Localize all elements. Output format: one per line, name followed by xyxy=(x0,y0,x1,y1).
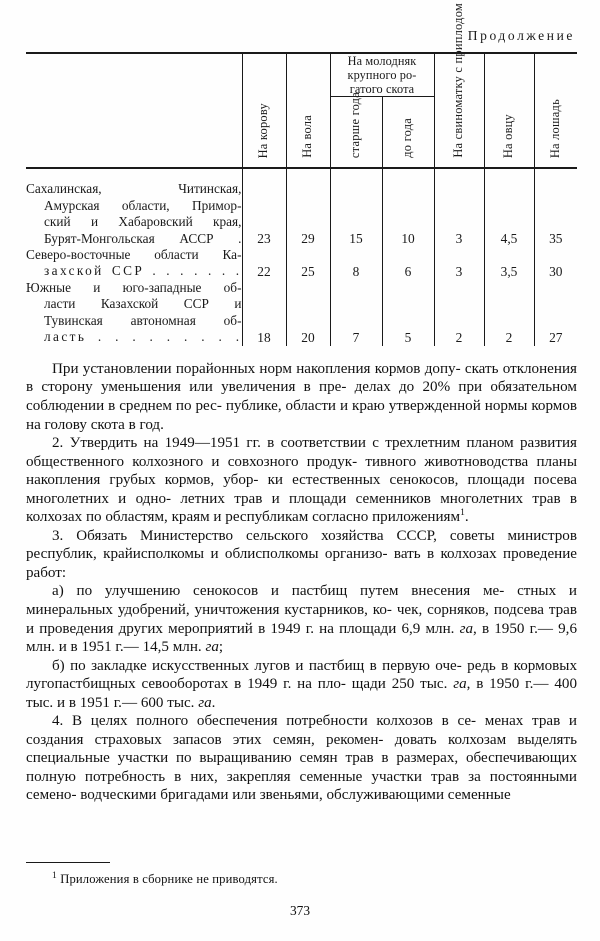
region-line: Южные и юго-западные об- xyxy=(26,279,242,295)
paragraph-item-3b xyxy=(26,657,577,713)
cell-under-year: 10 xyxy=(382,168,434,247)
page-number: 373 xyxy=(289,903,311,918)
header-label-sheep: На овцу xyxy=(501,113,516,159)
region-line: захской ССР . . . . . . . xyxy=(44,263,242,279)
cell-sow: 3 xyxy=(434,247,484,280)
cell-over-year: 7 xyxy=(330,280,382,346)
cell-cow: 23 xyxy=(242,168,286,247)
cell-under-year: 6 xyxy=(382,247,434,280)
line: летних трав и площади семенников многолетних трав в колхозах xyxy=(26,490,578,526)
header-label-under-year: до года xyxy=(400,118,415,159)
line: довать колхозам выделять специальные участки по выращиванию xyxy=(26,731,577,767)
cell-sow: 3 xyxy=(434,168,484,247)
header-label-horse: На лошадь xyxy=(547,98,562,159)
cell-horse: 27 xyxy=(534,280,577,346)
line: а) по улучшению сенокосов и пастбищ путем внесения ме- xyxy=(52,583,505,600)
line: вать в колхозах проведение работ: xyxy=(26,546,577,581)
cell-sheep: 4,5 xyxy=(484,168,534,247)
footnote-zone xyxy=(26,862,577,887)
table-group-header-row xyxy=(26,53,577,97)
cell-ox: 25 xyxy=(286,247,330,280)
line: них, закрепляя семенные участки трав за постоянными семено- xyxy=(26,768,577,804)
header-cell-sheep xyxy=(484,53,534,167)
cell-horse: 30 xyxy=(534,247,577,280)
running-head: Продолжение xyxy=(467,28,575,43)
line: в 1949 г. на площади 6,9 млн. га, в 1950 г.— 9,6 млн. и в 1951 г.— xyxy=(26,620,577,656)
line: публике, области и краю утвержденной нормы кормов на голову xyxy=(26,397,577,433)
region-column-blank-2 xyxy=(26,97,242,168)
paragraph-tail: . xyxy=(464,509,469,526)
paragraph-item-3a xyxy=(26,582,577,656)
region-line: ласти Казахской ССР и xyxy=(44,296,242,312)
header-cell-cow xyxy=(242,53,286,167)
page-content xyxy=(26,0,577,805)
line: 2. Утвердить на 1949—1951 гг. в соответствии с трехлетним xyxy=(52,435,461,452)
line: б) по закладке искусственных лугов и пастбищ в первую оче- xyxy=(52,657,462,674)
row-region-label-2 xyxy=(26,247,242,280)
header-cell-horse xyxy=(534,53,577,167)
cell-ox: 29 xyxy=(286,168,330,247)
line: ки естественных сенокосов, площади посева многолетних и одно- xyxy=(26,472,577,507)
line: 14,5 млн. га; xyxy=(142,639,224,656)
cell-sheep: 2 xyxy=(484,280,534,346)
line: планом развития общественного колхозного и совхозного продук- xyxy=(26,435,577,470)
row-region-label-1 xyxy=(26,168,242,247)
header-group-young-cattle xyxy=(330,53,434,97)
body-text xyxy=(26,360,577,805)
header-cell-ox xyxy=(286,53,330,167)
group-label-line-3: гатого скота xyxy=(349,82,415,97)
footnote-separator-rule xyxy=(26,862,110,863)
line: семян трав в размерах, обеспечивающих полную потребность в xyxy=(26,750,577,785)
region-line: ский и Хабаровский края, xyxy=(44,214,242,230)
row-region-label-3 xyxy=(26,280,242,346)
header-label-sow: На свиноматку с приплодом xyxy=(451,3,466,159)
line: министров республик, крайисполкомы и облисполкомы организо- xyxy=(26,527,577,563)
region-line: ласть . . . . . . . . . xyxy=(44,329,242,345)
region-line: Северо-восточные области Ка- xyxy=(26,246,242,262)
paragraph-item-2 xyxy=(26,434,577,527)
line: скать отклонения в сторону уменьшения или увеличения в пре- xyxy=(26,360,577,396)
header-label-over-year: старше года xyxy=(348,91,363,159)
cell-over-year: 8 xyxy=(330,247,382,280)
cell-sheep: 3,5 xyxy=(484,247,534,280)
footnote-1 xyxy=(26,872,577,887)
line: стных и минеральных удобрений, уничтожения кустарников, ко- xyxy=(26,583,577,618)
line: щади 250 тыс. га, в 1950 г.— 400 тыс. и в 1951 г.— 600 тыс. га. xyxy=(26,676,577,711)
line: менах трав и создания страховых запасов этих семян, рекомен- xyxy=(26,713,577,748)
cell-cow: 22 xyxy=(242,247,286,280)
line: делах до 20% при обязательном соблюдении в среднем по рес- xyxy=(26,379,577,414)
region-line: Сахалинская, Читинская, xyxy=(26,181,242,197)
table-row xyxy=(26,280,577,346)
line: скота в год. xyxy=(90,416,164,433)
paragraph-item-3 xyxy=(26,527,577,583)
group-label-line-1: На молодняк xyxy=(347,54,417,68)
region-line: Амурская области, Примор- xyxy=(44,197,242,213)
group-label-line-2: крупного ро- xyxy=(347,68,417,83)
line: 4. В целях полного обеспечения потребности колхозов в се- xyxy=(52,713,477,730)
cell-over-year: 15 xyxy=(330,168,382,247)
cell-ox: 20 xyxy=(286,280,330,346)
footnote-reference-1: 1 xyxy=(460,508,465,519)
footnote-marker: 1 xyxy=(52,870,57,881)
footnote-text: Приложения в сборнике не приводятся. xyxy=(60,872,278,886)
header-cell-sow xyxy=(434,3,484,167)
line: редь в кормовых лугопастбищных севооборотах в 1949 г. на пло- xyxy=(26,657,577,693)
cell-cow: 18 xyxy=(242,280,286,346)
cell-sow: 2 xyxy=(434,280,484,346)
region-line: Тувинская автономная об- xyxy=(44,312,242,328)
table-row xyxy=(26,168,577,247)
paragraph-deviation xyxy=(26,360,577,434)
line: 3. Обязать Министерство сельского хозяйства СССР, советы xyxy=(52,527,495,544)
header-label-cow: На корову xyxy=(256,102,271,159)
header-cell-under-year xyxy=(382,97,434,168)
paragraph-item-4 xyxy=(26,712,577,805)
cell-horse: 35 xyxy=(534,168,577,247)
header-cell-over-year xyxy=(330,91,382,168)
line: При установлении порайонных норм накопления кормов допу- xyxy=(52,360,461,377)
line: по областям, краям и республикам согласно приложениям xyxy=(85,509,461,526)
table-row xyxy=(26,247,577,280)
line: водческими бригадами или звеньями, обслуживающими семенные xyxy=(80,787,511,804)
region-column-blank xyxy=(26,53,242,97)
line: тивного животноводства планы накопления грубых кормов, убор- xyxy=(26,453,577,489)
header-label-ox: На вола xyxy=(300,115,315,159)
region-line: Бурят-Монгольская АССР . xyxy=(44,230,242,246)
line: чек, сорняков, подсева трав и проведения других мероприятий xyxy=(26,602,577,637)
cell-under-year: 5 xyxy=(382,280,434,346)
